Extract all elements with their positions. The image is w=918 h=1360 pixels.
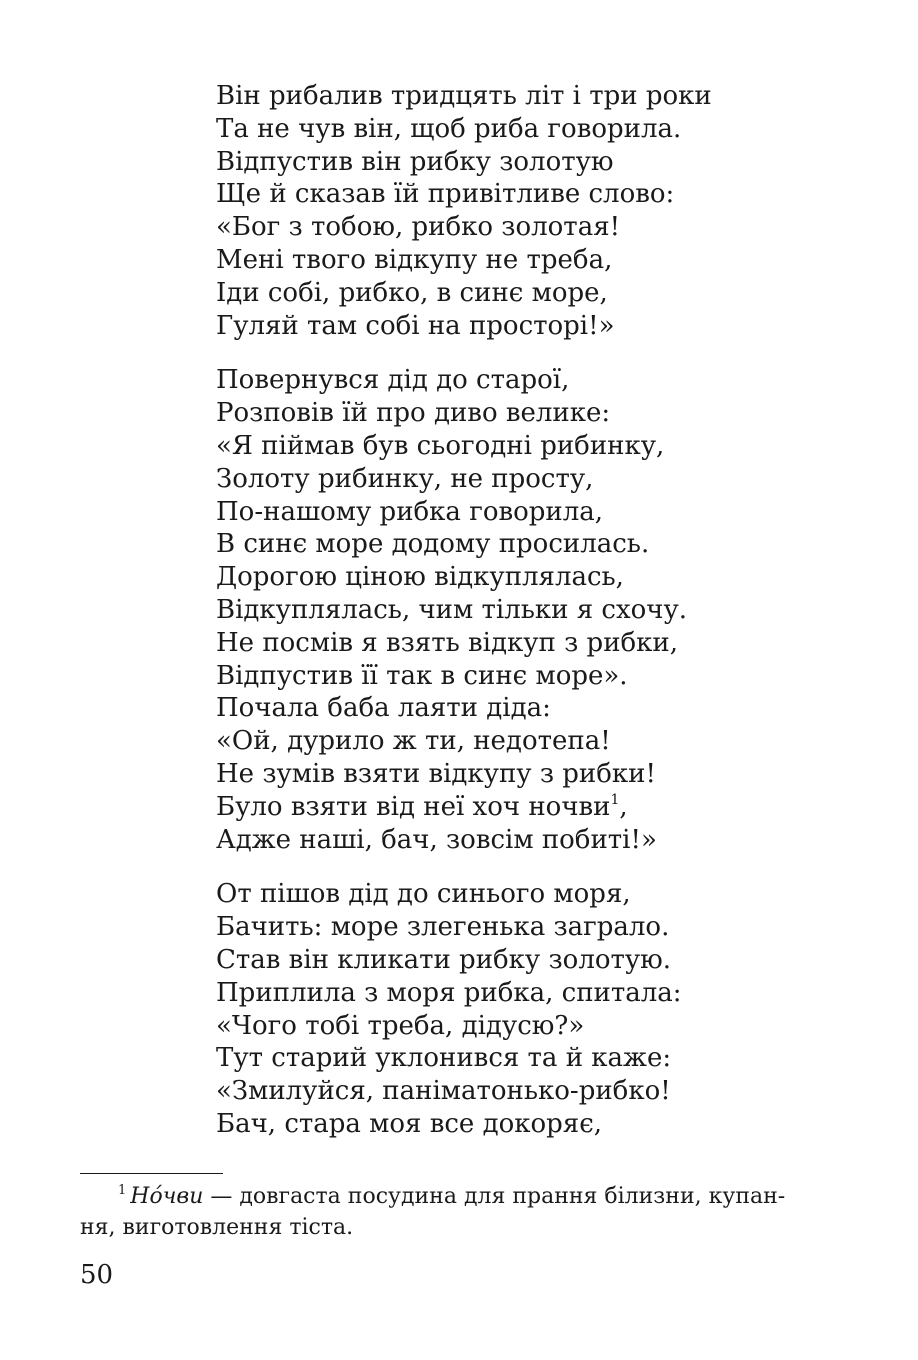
poem-line: Мені твого відкупу не треба, xyxy=(216,244,613,275)
poem-line: Почала баба лаяти діда: xyxy=(216,693,551,724)
poem-line: Золоту рибинку, не просту, xyxy=(216,463,594,494)
poem-text xyxy=(216,80,856,1163)
page-number: 50 xyxy=(80,1260,114,1290)
poem-line: Відкуплялась, чим тільки я схочу. xyxy=(216,594,688,625)
poem-line: Тут старий уклонився та й каже: xyxy=(216,1043,672,1074)
poem-line-punctuation: , xyxy=(619,791,628,822)
footnote-line-2: ня, виготовлення тіста. xyxy=(80,1215,354,1240)
footnote-marker: 1 xyxy=(118,1183,127,1198)
poem-line: Дорогою ціною відкуплялась, xyxy=(216,562,624,593)
footnote xyxy=(80,1181,850,1243)
poem-line: Відпустив її так в синє море». xyxy=(216,660,628,691)
poem-line: Гуляй там собі на просторі!» xyxy=(216,310,615,341)
poem-line: Ще й сказав їй привітливе слово: xyxy=(216,179,675,210)
stanza-2 xyxy=(216,364,856,856)
poem-line: Повернувся дід до старої, xyxy=(216,365,570,396)
poem-line-with-footnote xyxy=(216,791,856,824)
footnote-reference[interactable]: 1 xyxy=(610,791,620,808)
poem-line: Він рибалив тридцять літ і три роки xyxy=(216,81,712,111)
poem-line: В синє море додому просилась. xyxy=(216,529,650,560)
poem-line: Розповів їй про диво велике: xyxy=(216,398,611,429)
poem-line: Приплила з моря рибка, спитала: xyxy=(216,977,682,1008)
poem-line: Адже наші, бач, зовсім побиті!» xyxy=(216,824,657,855)
poem-line: Відпустив він рибку золотую xyxy=(216,146,614,177)
poem-line: «Ой, дурило ж ти, недотепа! xyxy=(216,726,611,757)
poem-line: По-нашому рибка говорила, xyxy=(216,496,604,527)
poem-line: Бач, стара моя все докоряє, xyxy=(216,1108,603,1139)
poem-line: «Я піймав був сьогодні рибинку, xyxy=(216,430,665,461)
poem-line: Не посмів я взять відкуп з рибки, xyxy=(216,627,679,658)
stanza-1 xyxy=(216,80,856,342)
poem-line: От пішов дід до синього моря, xyxy=(216,879,631,910)
poem-line-text: Було взяти від неї хоч ночви xyxy=(216,791,611,822)
poem-line: «Бог з тобою, рибко золотая! xyxy=(216,212,621,243)
poem-line: Іди собі, рибко, в синє море, xyxy=(216,277,608,308)
poem-line: «Чого тобі треба, дідусю?» xyxy=(216,1010,585,1041)
stanza-3 xyxy=(216,878,856,1140)
poem-line: «Змилуйся, паніматонько-рибко! xyxy=(216,1076,671,1107)
poem-line: Не зумів взяти відкупу з рибки! xyxy=(216,758,656,789)
poem-line: Бачить: море злегенька заграло. xyxy=(216,912,670,943)
footnote-line-1 xyxy=(80,1181,850,1212)
footnote-divider xyxy=(80,1173,223,1174)
footnote-definition: — довгаста посудина для прання білизни, купан- xyxy=(203,1184,786,1209)
poem-line: Та не чув він, щоб риба говорила. xyxy=(216,113,682,144)
footnote-term: Но́чви xyxy=(130,1184,204,1209)
poem-line: Став він кликати рибку золотую. xyxy=(216,944,672,975)
